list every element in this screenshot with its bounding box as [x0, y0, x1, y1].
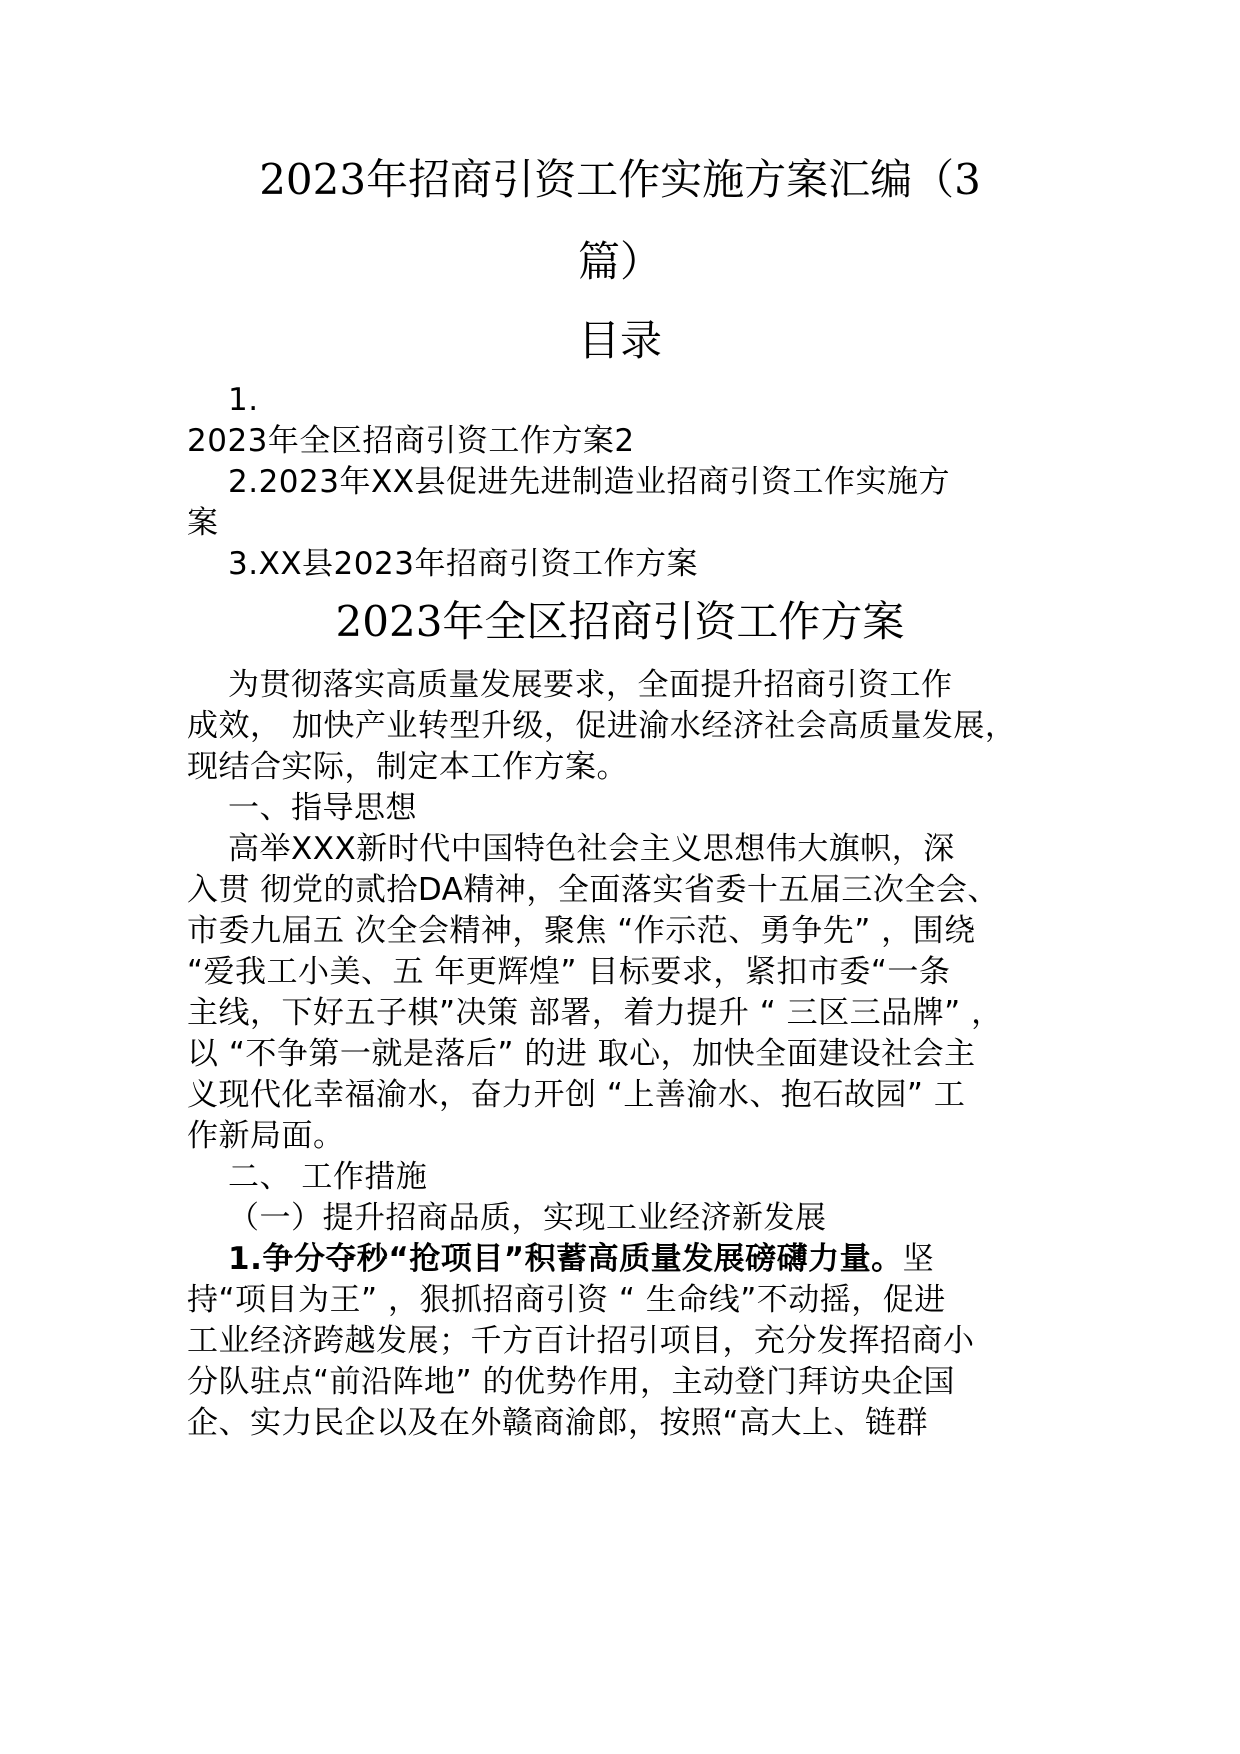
measure-1-line-4: 分队驻点“前沿阵地” 的优势作用，主动登门拜访央企国: [187, 1364, 955, 1400]
toc-item-2-text: 2.2023年XX县促进先进制造业招商引资工作实施方: [228, 464, 950, 500]
section-title: [190, 596, 1050, 648]
section-title-text: 2023年全区招商引资工作方案: [335, 597, 905, 646]
toc-item-1-number: 1.: [228, 382, 259, 418]
guiding-line-5: 主线，下好五子棋”决策 部署，着力提升 “ 三区三品牌” ，: [187, 995, 1003, 1031]
guiding-line-2: 入贯 彻党的贰拾DA精神，全面落实省委十五届三次全会、: [187, 872, 999, 908]
guiding-line-8: 作新局面。: [187, 1118, 345, 1154]
measure-1-line-1: [228, 1239, 1128, 1279]
measure-1-line-5: 企、实力民企以及在外赣商渝郎，按照“高大上、链群: [187, 1405, 929, 1441]
document-title-line-2: 篇）: [577, 237, 662, 286]
intro-line-1: 为贯彻落实高质量发展要求，全面提升招商引资工作: [228, 667, 953, 703]
guiding-line-4: “爱我工小美、五 年更辉煌” 目标要求，紧扣市委“一条: [187, 954, 951, 990]
guiding-line-1: 高举XXX新时代中国特色社会主义思想伟大旗帜，深: [228, 831, 955, 867]
heading-guiding-ideology: 一、指导思想: [228, 790, 417, 826]
toc-heading: 目录: [577, 316, 662, 365]
measure-1-line-3: 工业经济跨越发展；千方百计招引项目，充分发挥招商小: [187, 1323, 975, 1359]
measure-1-title: 1.争分夺秒“抢项目”积蓄高质量发展磅礴力量。: [228, 1241, 903, 1277]
guiding-line-6: 以 “不争第一就是落后” 的进 取心，加快全面建设社会主: [187, 1036, 976, 1072]
intro-line-3: 现结合实际，制定本工作方案。: [187, 749, 628, 785]
toc-item-2-continuation: 案: [187, 505, 219, 541]
guiding-line-7: 义现代化幸福渝水，奋力开创 “上善渝水、抱石故园” 工: [187, 1077, 966, 1113]
toc-item-1-text: 2023年全区招商引资工作方案2: [187, 423, 635, 459]
intro-line-2: 成效， 加快产业转型升级，促进渝水经济社会高质量发展，: [187, 708, 1017, 744]
heading-work-measures: 二、 工作措施: [228, 1159, 428, 1195]
document-title-line-1: 2023年招商引资工作实施方案汇编（3: [259, 155, 981, 204]
measure-1-lead: 坚: [902, 1241, 935, 1277]
measure-1-line-2: 持“项目为王” ，狠抓招商引资 “ 生命线”不动摇，促进: [187, 1282, 946, 1318]
subheading-1: （一）提升招商品质，实现工业经济新发展: [228, 1200, 827, 1236]
guiding-line-3: 市委九届五 次全会精神，聚焦 “作示范、勇争先” ，围绕: [187, 913, 976, 949]
toc-item-3-text: 3.XX县2023年招商引资工作方案: [228, 546, 698, 582]
